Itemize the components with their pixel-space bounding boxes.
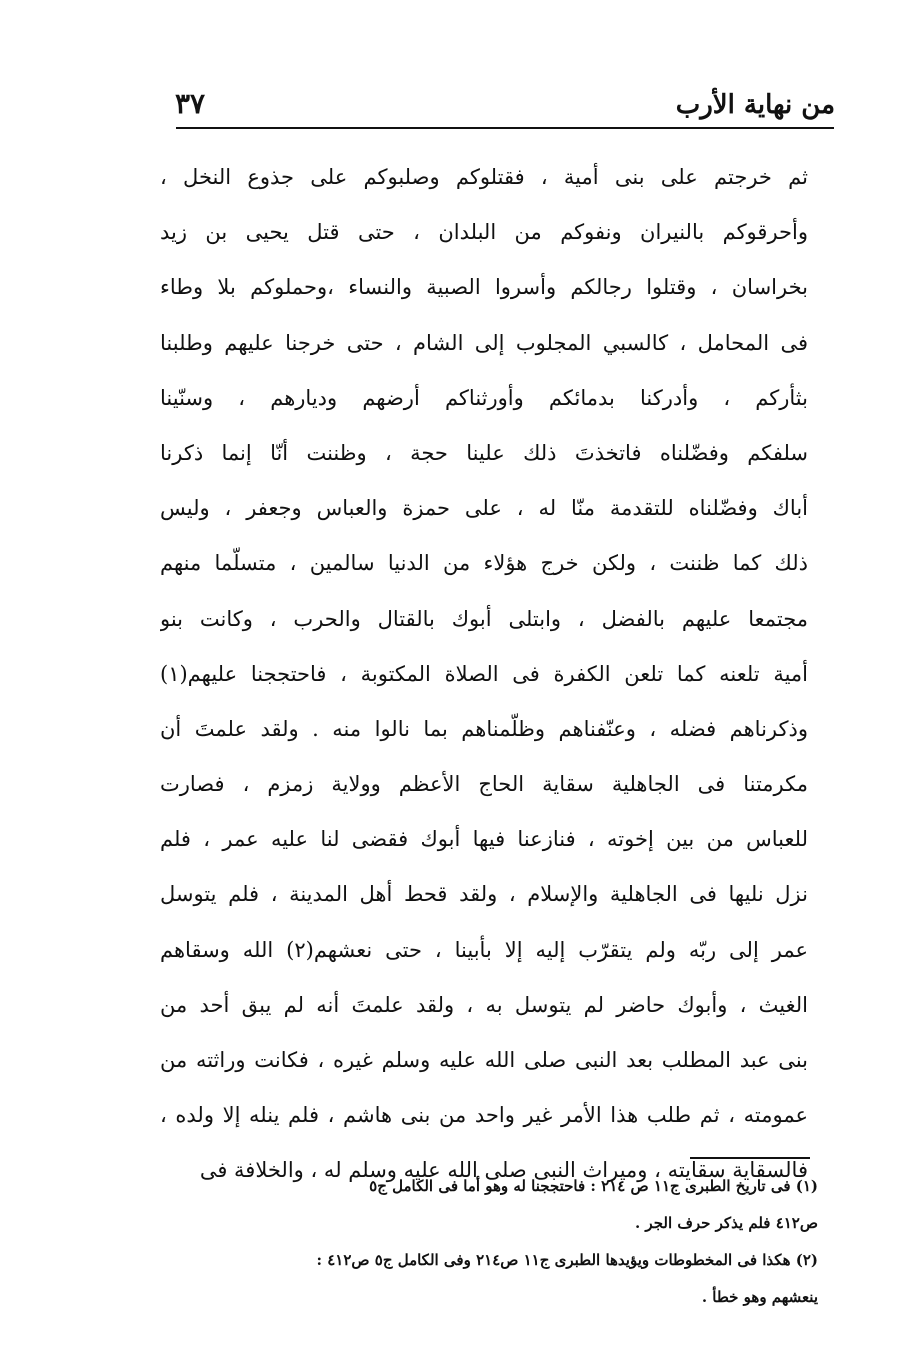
text-line: فى المحامل ، كالسبي المجلوب إلى الشام ، حتى خرجنا عليهم وطلبنا [160,330,808,355]
footnote-line: (١) فى تاريخ الطبرى ج١١ ص ٢١٤ : فاحتججنا له وهو أما فى الكامل ج٥ [369,1177,818,1195]
footnote-line: ينعشهم وهو خطأ . [701,1288,818,1306]
text-line: نزل نليها فى الجاهلية والإسلام ، ولقد قحط أهل المدينة ، فلم يتوسل [160,882,808,907]
text-line: مكرمتنا فى الجاهلية سقاية الحاج الأعظم وولاية زمزم ، فصارت [160,772,808,797]
text-line: فالسقاية سقايته ، وميراث النبى صلى الله عليه وسلم له ، والخلافة فى [199,1158,808,1183]
text-line: وذكرناهم فضله ، وعنّفناهم وظلّمناهم بما نالوا منه . ولقد علمتَ أن [160,716,808,741]
text-line: عمومته ، ثم طلب هذا الأمر غير واحد من بنى هاشم ، فلم ينله إلا ولده ، [160,1103,808,1128]
page-number: ٣٧ [175,87,206,120]
text-line: ذلك كما ظننت ، ولكن خرج هؤلاء من الدنيا سالمين ، متسلّما منهم [160,551,808,576]
footnotes [150,1168,818,1316]
footnote-line: (٢) هكذا فى المخطوطات ويؤيدها الطبرى ج١١ ص٢١٤ وفى الكامل ج٥ ص٤١٢ : [316,1251,818,1269]
text-line: للعباس من بين إخوته ، فنازعنا فيها أبوك فقضى لنا عليه عمر ، فلم [160,827,808,852]
text-line: الغيث ، وأبوك حاضر لم يتوسل به ، ولقد علمتَ أنه لم يبق أحد من [160,992,808,1017]
running-title: من نهاية الأرب [675,90,835,120]
text-line: عمر إلى ربّه ولم يتقرّب إليه إلا بأبينا ، حتى نعشهم(٢) الله وسقاهم [160,937,808,962]
footnote-line: ص٤١٢ فلم يذكر حرف الجر . [634,1214,818,1232]
text-line: وأحرقوكم بالنيران ونفوكم من البلدان ، حتى قتل يحيى بن زيد [160,220,808,245]
body-text [160,150,808,1199]
text-line: مجتمعا عليهم بالفضل ، وابتلى أبوك بالقتال والحرب ، وكانت بنو [160,606,808,631]
text-line: بثأركم ، وأدركنا بدمائكم وأورثناكم أرضهم وديارهم ، وسنّينا [160,385,808,410]
text-line: بنى عبد المطلب بعد النبى صلى الله عليه وسلم غيره ، فكانت وراثته من [160,1048,808,1072]
footnote-rule [690,1157,810,1159]
text-line: ثم خرجتم على بنى أمية ، فقتلوكم وصلبوكم على جذوع النخل ، [160,165,808,189]
text-line: أباك وفضّلناه للتقدمة منّا له ، على حمزة والعباس وجعفر ، وليس [160,496,808,521]
header-rule [176,127,834,129]
text-line: سلفكم وفضّلناه فاتخذتَ ذلك علينا حجة ، وظننت أنّا إنما ذكرنا [160,440,808,465]
text-line: أمية تلعنه كما تلعن الكفرة فى الصلاة المكتوبة ، فاحتججنا عليهم(١) [160,661,808,686]
page-header [175,78,835,120]
text-line: بخراسان ، وقتلوا رجالكم وأسروا الصبية والنساء ،وحملوكم بلا وطاء [160,275,808,300]
